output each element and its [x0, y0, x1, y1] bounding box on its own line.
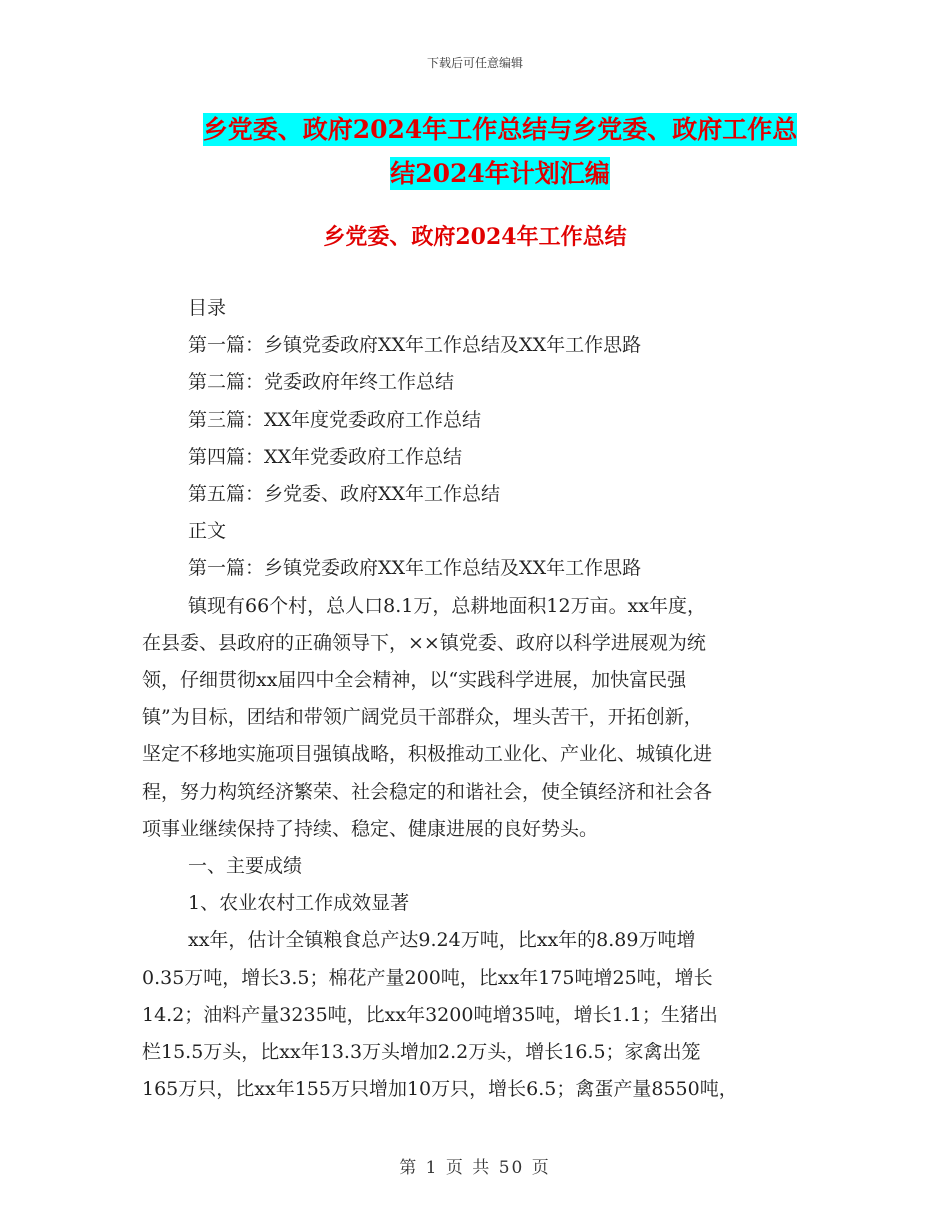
title-line-2: 结2024年计划汇编	[390, 159, 610, 188]
title-line-1: 乡党委、政府2024年工作总结与乡党委、政府工作总	[202, 115, 798, 144]
main-heading: 正文	[188, 520, 227, 543]
detail-line-1: xx年，估计全镇粮食总产达9.24万吨，比xx年的8.89万吨增	[188, 929, 696, 952]
document-body	[142, 290, 822, 1108]
section-title: 乡党委、政府2024年工作总结	[323, 224, 627, 250]
sub-heading-2: 1、农业农村工作成效显著	[188, 892, 410, 915]
detail-line-5: 165万只，比xx年155万只增加10万只，增长6.5；禽蛋产量8550吨，	[142, 1078, 738, 1101]
toc-item-3: 第三篇：XX年度党委政府工作总结	[188, 408, 482, 431]
intro-line-5: 坚定不移地实施项目强镇战略，积极推动工业化、产业化、城镇化进	[142, 743, 713, 766]
intro-line-2: 在县委、县政府的正确领导下，××镇党委、政府以科学进展观为统	[142, 631, 706, 654]
document-title	[140, 108, 860, 196]
toc-item-2: 第二篇：党委政府年终工作总结	[188, 371, 455, 394]
page-number-footer: 第 1 页 共 50 页	[399, 1158, 551, 1178]
sub-heading-1: 一、主要成绩	[188, 855, 303, 878]
detail-line-2: 0.35万吨，增长3.5；棉花产量200吨，比xx年175吨增25吨，增长	[142, 966, 713, 989]
intro-line-1: 镇现有66个村，总人口8.1万，总耕地面积12万亩。xx年度，	[188, 594, 707, 617]
detail-line-3: 14.2；油料产量3235吨，比xx年3200吨增35吨，增长1.1；生猪出	[142, 1003, 718, 1026]
toc-item-5: 第五篇：乡党委、政府XX年工作总结	[188, 483, 501, 506]
toc-item-4: 第四篇：XX年党委政府工作总结	[188, 445, 463, 468]
header-note: 下载后可任意编辑	[426, 56, 523, 70]
detail-line-4: 栏15.5万头，比xx年13.3万头增加2.2万头，增长16.5；家禽出笼	[142, 1041, 701, 1064]
intro-line-6: 程，努力构筑经济繁荣、社会稳定的和谐社会，使全镇经济和社会各	[142, 780, 713, 803]
toc-heading: 目录	[188, 297, 227, 319]
intro-line-4: 镇”为目标，团结和带领广阔党员干部群众，埋头苦干，开拓创新，	[142, 706, 703, 729]
intro-line-3: 领，仔细贯彻xx届四中全会精神，以“实践科学进展，加快富民强	[142, 669, 687, 692]
intro-line-7: 项事业继续保持了持续、稳定、健康进展的良好势头。	[142, 817, 599, 840]
toc-item-1: 第一篇：乡镇党委政府XX年工作总结及XX年工作思路	[188, 334, 642, 357]
chapter-heading: 第一篇：乡镇党委政府XX年工作总结及XX年工作思路	[188, 557, 642, 580]
